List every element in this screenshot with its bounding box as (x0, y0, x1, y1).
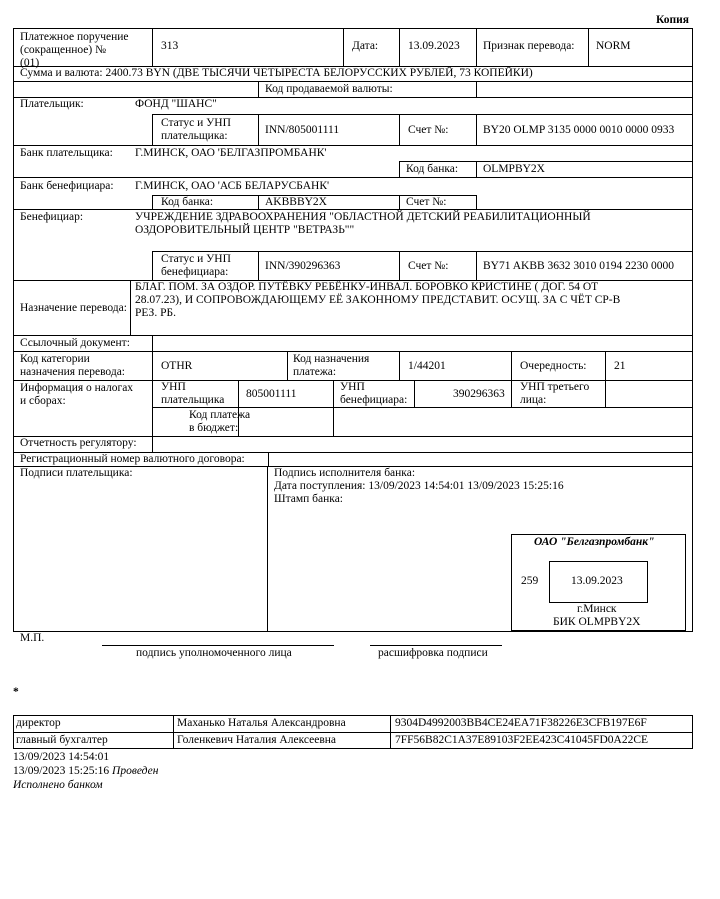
stamp-date: 13.09.2023 (571, 575, 623, 587)
payer-bank-code-label: Код банка: (406, 163, 459, 175)
order-number: 313 (161, 40, 179, 52)
order-date: 13.09.2023 (408, 40, 460, 52)
log-line-2: 13/09/2023 15:25:16 Проведен (13, 765, 159, 777)
amount-line: Сумма и валюта: 2400.73 BYN (ДВЕ ТЫСЯЧИ ЧЕТЫРЕСТА БЕЛОРУССКИХ РУБЛЕЙ, 73 КОПЕЙКИ) (20, 67, 533, 79)
benef-unp: 390296363 (453, 388, 505, 400)
stamp-bank-name: ОАО "Белгазпромбанк" (534, 536, 655, 548)
payer-label: Плательщик: (20, 98, 84, 110)
signer-role: директор (16, 717, 61, 729)
category-label: Код категории назначения перевода: (20, 353, 125, 378)
payer-name: ФОНД "ШАНС" (135, 98, 217, 110)
benef-bank-name: Г.МИНСК, ОАО 'АСБ БЕЛАРУСБАНК' (135, 180, 330, 192)
benef-bank-code-label: Код банка: (161, 196, 214, 208)
signer-hash: 9304D4992003BB4CE24EA71F38226E3CFB197E6F (395, 717, 647, 729)
stamp-bik: БИК OLMPBY2X (553, 616, 641, 628)
transfer-sign-label: Признак перевода: (483, 40, 575, 52)
mp-label: М.П. (20, 632, 45, 644)
benef-inn: INN/390296363 (265, 260, 341, 272)
signer-name: Маханько Наталья Александровна (177, 717, 346, 729)
payer-unp: 805001111 (246, 388, 297, 400)
priority-label: Очередность: (520, 360, 587, 372)
purpose-text: БЛАГ. ПОМ. ЗА ОЗДОР. ПУТЁВКУ РЕБЁНКУ-ИНВАЛ. БОРОВКО КРИСТИНЕ ( ДОГ. 54 ОТ 28.07.23), И СОПРОВОЖДАЮЩЕМУ ЕЁ ЗАКОННОМУ ПРЕДСТАВИТ. ОСУЩ. ЗА С ЧЁТ СР-В РЕЗ. РБ. (135, 281, 621, 319)
payer-bank-label: Банк плательщика: (20, 147, 113, 159)
bank-signature-block: Подпись исполнителя банка: Дата поступления: 13/09/2023 14:54:01 13/09/2023 15:25:16 Штамп банка: (274, 467, 564, 505)
transfer-sign: NORM (596, 40, 631, 52)
regulator-label: Отчетность регулятору: (20, 437, 137, 449)
purpose-code-label: Код назначения платежа: (293, 353, 370, 378)
taxes-label: Информация о налогах и сборах: (20, 382, 134, 407)
benef-unp-label: УНП бенефициара: (340, 381, 408, 406)
order-title: Платежное поручение (сокращенное) № (01) (20, 31, 129, 69)
date-label: Дата: (352, 40, 379, 52)
copy-label: Копия (656, 14, 689, 26)
benef-bank-code: AKBBBY2X (265, 196, 327, 208)
signer-role: главный бухгалтер (16, 734, 108, 746)
payer-bank-code: OLMPBY2X (483, 163, 545, 175)
signer-name: Голенкевич Наталия Алексеевна (177, 734, 337, 746)
signer-hash: 7FF56B82C1A37E89103F2EE423C41045FD0A22CE (395, 734, 649, 746)
log-line-1: 13/09/2023 14:54:01 (13, 751, 110, 763)
beneficiary-name: УЧРЕЖДЕНИЕ ЗДРАВООХРАНЕНИЯ "ОБЛАСТНОЙ ДЕТСКИЙ РЕАБИЛИТАЦИОННЫЙ ОЗДОРОВИТЕЛЬНЫЙ ЦЕНТР "ВЕТРАЗЬ"" (135, 211, 591, 236)
payer-status-label: Статус и УНП плательщика: (161, 117, 231, 142)
payer-bank-name: Г.МИНСК, ОАО 'БЕЛГАЗПРОМБАНК' (135, 147, 327, 159)
benef-bank-label: Банк бенефициара: (20, 180, 114, 192)
category-value: OTHR (161, 360, 193, 372)
stamp-number: 259 (521, 575, 539, 587)
signature-caption: подпись уполномоченного лица (136, 647, 292, 659)
benef-account: BY71 AKBB 3632 3010 0194 2230 0000 (483, 260, 675, 272)
payer-account: BY20 OLMP 3135 0000 0010 0000 0933 (483, 124, 675, 136)
priority-value: 21 (614, 360, 626, 372)
decoding-caption: расшифровка подписи (378, 647, 488, 659)
benef-bank-account-label: Счет №: (406, 196, 447, 208)
stamp-city: г.Минск (577, 603, 617, 615)
benef-account-label: Счет №: (408, 260, 449, 272)
contract-label: Регистрационный номер валютного договора: (20, 453, 245, 465)
beneficiary-label: Бенефициар: (20, 211, 84, 223)
log-line-3: Исполнено банком (13, 779, 103, 791)
purpose-code: 1/44201 (408, 360, 446, 372)
benef-status-label: Статус и УНП бенефициара: (161, 253, 231, 278)
sold-currency-label: Код продаваемой валюты: (265, 83, 393, 95)
asterisk: * (13, 686, 19, 698)
reference-doc-label: Ссылочный документ: (20, 337, 130, 349)
payer-account-label: Счет №: (408, 124, 449, 136)
purpose-label: Назначение перевода: (20, 302, 127, 314)
budget-code-label: Код платежа в бюджет: (189, 409, 251, 434)
payer-unp-label: УНП плательщика (161, 381, 225, 406)
third-unp-label: УНП третьего лица: (520, 381, 590, 406)
payer-inn: INN/805001111 (265, 124, 340, 136)
payer-signatures-label: Подписи плательщика: (20, 467, 133, 479)
